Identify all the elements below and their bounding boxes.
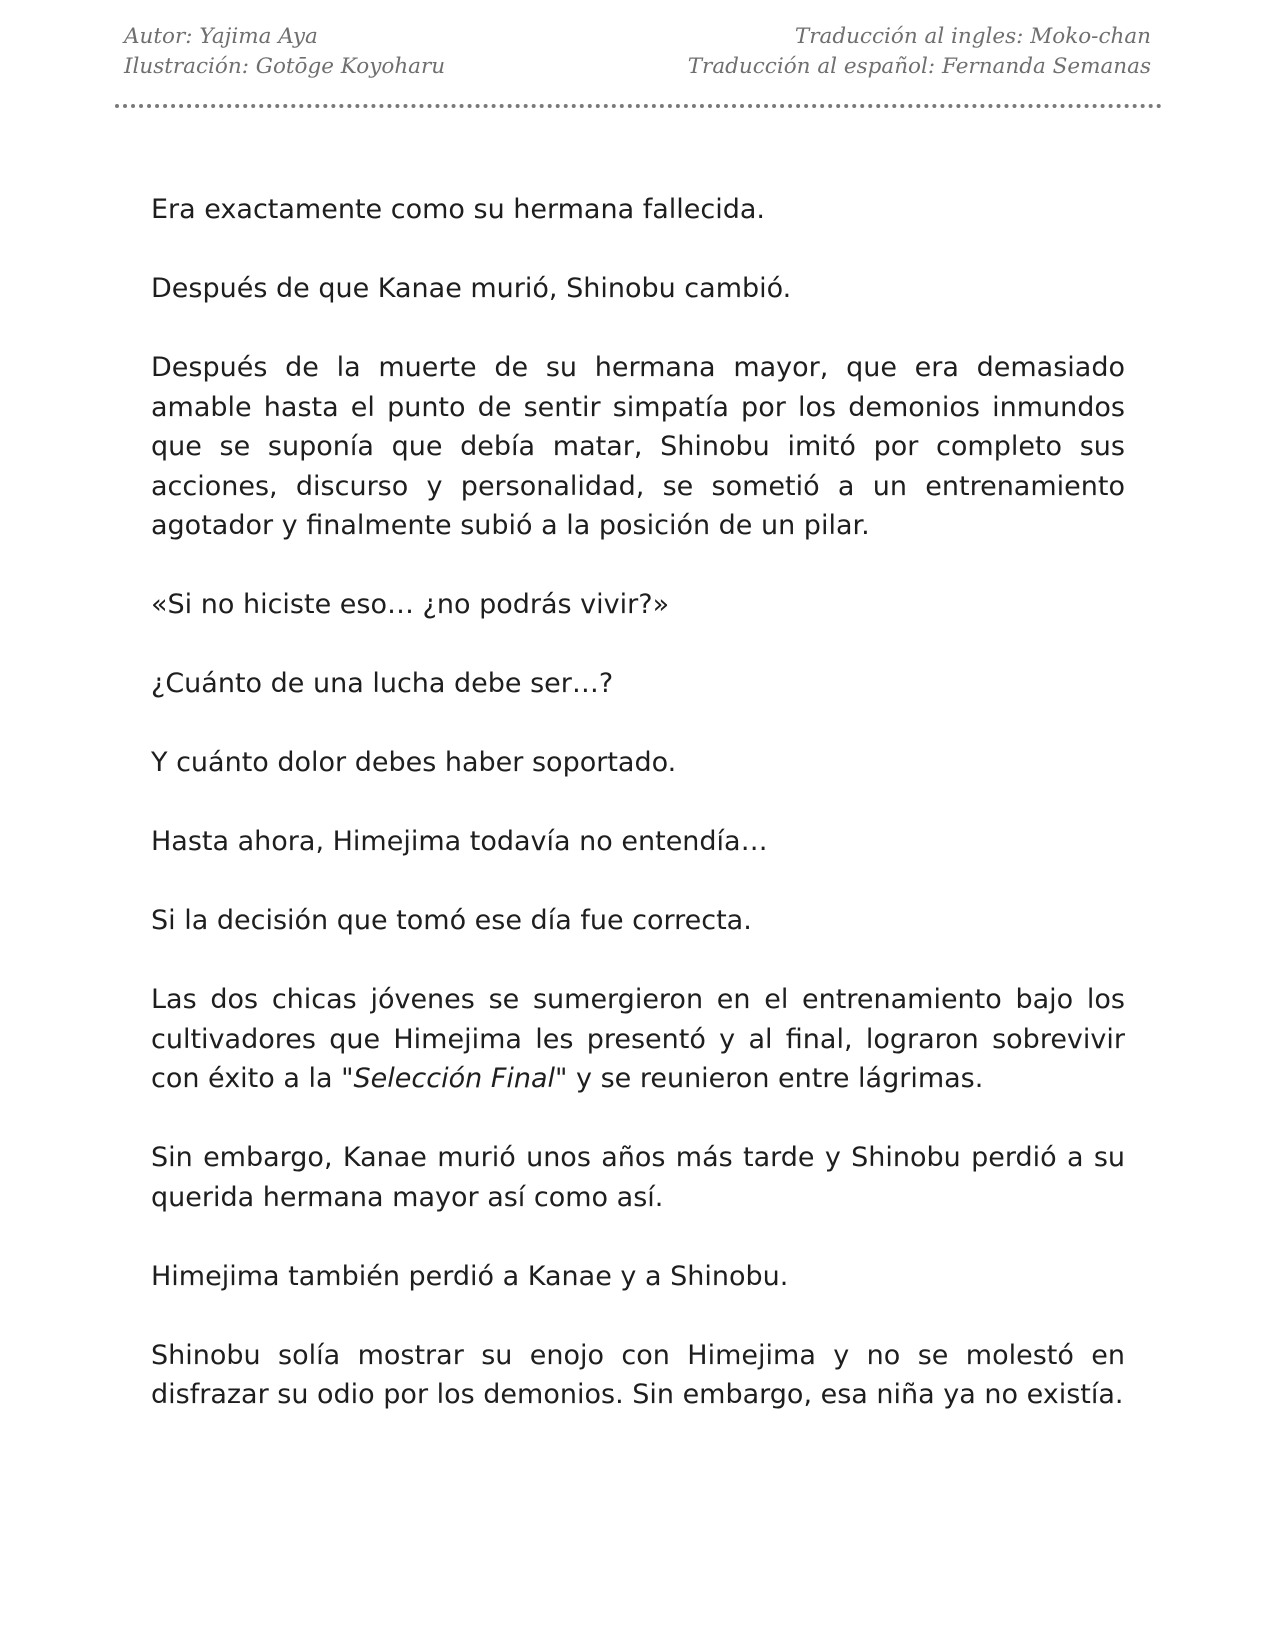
header-credits-right (688, 22, 1151, 82)
paragraph: Sin embargo, Kanae murió unos años más tarde y Shinobu perdió a su querida hermana mayor así como así. (151, 1142, 1125, 1213)
paragraph (151, 980, 1125, 1099)
paragraph: Y cuánto dolor debes haber soportado. (151, 747, 677, 778)
spanish-translation-credit: Traducción al español: Fernanda Semanas (687, 54, 1151, 79)
author-credit: Autor: Yajima Aya (124, 24, 318, 49)
emphasized-term: Selección Final (353, 1063, 556, 1094)
header-credits-left (124, 22, 445, 82)
paragraph-text: " y se reunieron entre lágrimas. (555, 1063, 984, 1094)
illustration-credit: Ilustración: Gotōge Koyoharu (124, 54, 446, 79)
paragraph: «Si no hiciste eso… ¿no podrás vivir?» (151, 589, 670, 620)
paragraph: Era exactamente como su hermana fallecida. (151, 194, 765, 225)
paragraph: Himejima también perdió a Kanae y a Shinobu. (151, 1260, 789, 1292)
paragraph: Shinobu solía mostrar su enojo con Himejima y no se molestó en disfrazar su odio por los demonios. Sin embargo, esa niña ya no existía. (151, 1339, 1125, 1410)
english-translation-credit: Traducción al ingles: Moko-chan (794, 24, 1151, 49)
dotted-divider (115, 104, 1162, 108)
paragraph-text: Las dos chicas jóvenes se sumergieron en el entrenamiento bajo los cultivadores que Himejima les presentó y al final, lograron sobrevivir con éxito a la " (151, 984, 1125, 1094)
paragraph: ¿Cuánto de una lucha debe ser…? (151, 668, 614, 699)
paragraph: Si la decisión que tomó ese día fue correcta. (151, 905, 752, 936)
story-body (151, 190, 1125, 1454)
paragraph: Después de que Kanae murió, Shinobu cambió. (151, 273, 792, 304)
paragraph: Hasta ahora, Himejima todavía no entendía… (151, 826, 768, 857)
paragraph: Después de la muerte de su hermana mayor, que era demasiado amable hasta el punto de sentir simpatía por los demonios inmundos que se suponía que debía matar, Shinobu imitó por completo sus acciones, discurso y personalidad, se sometió a un entrenamiento agotador y finalmente subió a la posición de un pilar. (151, 352, 1125, 541)
page-header (124, 22, 1151, 84)
